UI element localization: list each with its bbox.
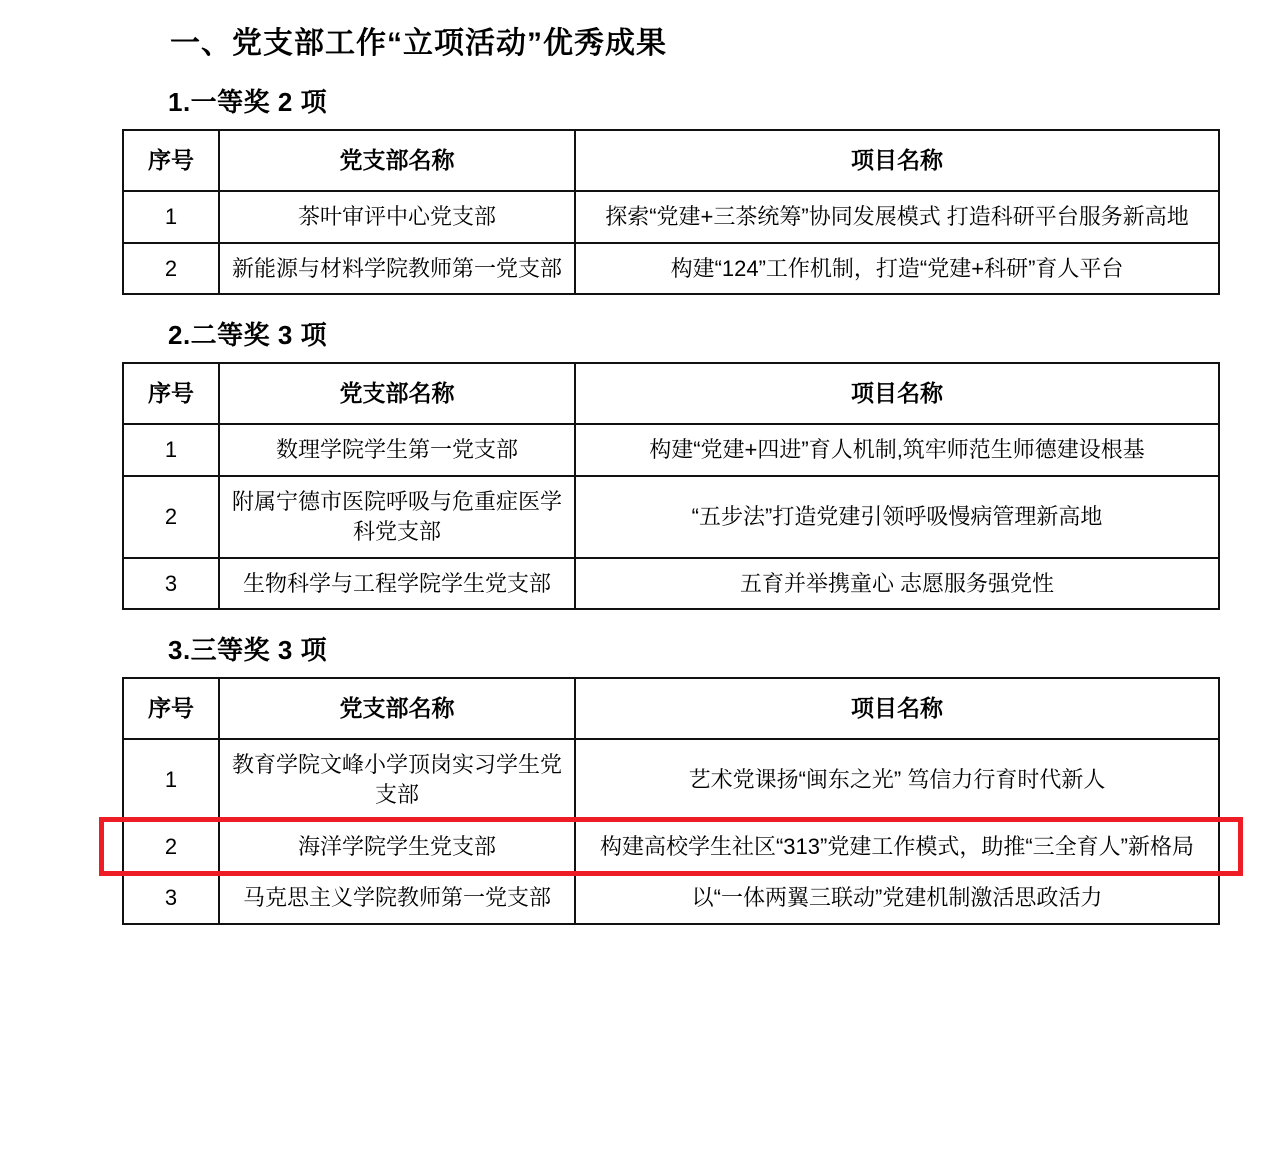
cell-index: 1 <box>123 424 219 476</box>
cell-branch: 生物科学与工程学院学生党支部 <box>219 558 575 610</box>
awards-table-second-prize <box>122 362 1220 610</box>
cell-project: 以“一体两翼三联动”党建机制激活思政活力 <box>575 872 1219 924</box>
table-row <box>123 558 1219 610</box>
table-header-row <box>123 130 1219 191</box>
column-header-project: 项目名称 <box>575 363 1219 424</box>
table-wrapper-3 <box>122 677 1194 925</box>
cell-index: 1 <box>123 739 219 820</box>
column-header-branch: 党支部名称 <box>219 130 575 191</box>
table-row <box>123 424 1219 476</box>
column-header-branch: 党支部名称 <box>219 678 575 739</box>
cell-branch: 海洋学院学生党支部 <box>219 821 575 873</box>
cell-project: 构建“党建+四进”育人机制,筑牢师范生师德建设根基 <box>575 424 1219 476</box>
table-row <box>123 739 1219 820</box>
cell-project: 艺术党课扬“闽东之光” 笃信力行育时代新人 <box>575 739 1219 820</box>
cell-branch: 茶叶审评中心党支部 <box>219 191 575 243</box>
cell-branch: 数理学院学生第一党支部 <box>219 424 575 476</box>
section-title: 一、党支部工作“立项活动”优秀成果 <box>170 27 667 60</box>
awards-table-third-prize <box>122 677 1220 925</box>
cell-index: 2 <box>123 821 219 873</box>
table-row <box>123 191 1219 243</box>
group-title-2: 2.二等奖 3 项 <box>168 320 328 351</box>
cell-index: 2 <box>123 243 219 295</box>
column-header-index: 序号 <box>123 363 219 424</box>
table-row <box>123 872 1219 924</box>
cell-project: 五育并举携童心 志愿服务强党性 <box>575 558 1219 610</box>
cell-branch: 新能源与材料学院教师第一党支部 <box>219 243 575 295</box>
table-row <box>123 243 1219 295</box>
table-wrapper-1 <box>122 129 1189 295</box>
group-title-3: 3.三等奖 3 项 <box>168 635 328 666</box>
column-header-index: 序号 <box>123 130 219 191</box>
table-row-highlighted <box>123 821 1219 873</box>
table-row <box>123 476 1219 557</box>
table-header-row <box>123 363 1219 424</box>
cell-index: 1 <box>123 191 219 243</box>
column-header-project: 项目名称 <box>575 130 1219 191</box>
cell-branch: 教育学院文峰小学顶岗实习学生党支部 <box>219 739 575 820</box>
group-title-1: 1.一等奖 2 项 <box>168 87 328 117</box>
column-header-index: 序号 <box>123 678 219 739</box>
cell-project: 探索“党建+三茶统筹”协同发展模式 打造科研平台服务新高地 <box>575 191 1219 243</box>
cell-project: 构建高校学生社区“313”党建工作模式，助推“三全育人”新格局 <box>575 821 1219 873</box>
awards-table-first-prize <box>122 129 1220 295</box>
cell-project: 构建“124”工作机制，打造“党建+科研”育人平台 <box>575 243 1219 295</box>
cell-branch: 附属宁德市医院呼吸与危重症医学科党支部 <box>219 476 575 557</box>
table-wrapper-2 <box>122 362 1164 610</box>
column-header-branch: 党支部名称 <box>219 363 575 424</box>
cell-index: 3 <box>123 558 219 610</box>
column-header-project: 项目名称 <box>575 678 1219 739</box>
cell-branch: 马克思主义学院教师第一党支部 <box>219 872 575 924</box>
document-page <box>0 18 1284 1162</box>
cell-index: 3 <box>123 872 219 924</box>
cell-project: “五步法”打造党建引领呼吸慢病管理新高地 <box>575 476 1219 557</box>
table-header-row <box>123 678 1219 739</box>
cell-index: 2 <box>123 476 219 557</box>
